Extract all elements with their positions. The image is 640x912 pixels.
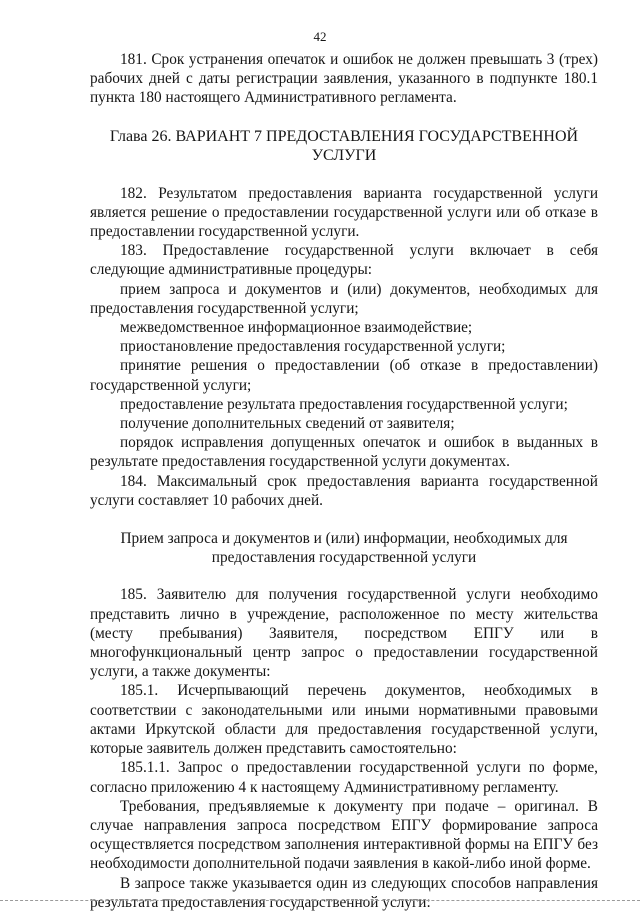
paragraph-185-1: 185.1. Исчерпывающий перечень документов, необходимых в соответствии с законодательными или иными нормативными правовыми актами Иркутской области для предоставления государственной услуги, которые заявитель должен представить самостоятельно:	[90, 682, 598, 758]
paragraph-result-delivery: В запросе также указывается один из следующих способов направления результата предоставления государственной услуги:	[90, 874, 598, 911]
paragraph-181: 181. Срок устранения опечаток и ошибок не должен превышать 3 (трех) рабочих дней с даты регистрации заявления, указанного в подпункте 180.1 пункта 180 настоящего Административного регламента.	[90, 51, 598, 107]
page-number: 42	[313, 29, 327, 44]
document-body	[90, 50, 598, 912]
paragraph-184: 184. Максимальный срок предоставления варианта государственной услуги составляет 10 рабочих дней.	[90, 472, 598, 509]
list-item: предоставление результата предоставления государственной услуги;	[120, 395, 568, 413]
chapter-heading	[90, 127, 598, 166]
scan-edge-line	[0, 900, 640, 901]
list-item: принятие решения о предоставлении (об отказе в предоставлении) государственной услуги;	[90, 357, 598, 394]
list-item: прием запроса и документов и (или) документов, необходимых для предоставления государственной услуги;	[90, 280, 598, 317]
chapter-heading-text: Глава 26. ВАРИАНТ 7 ПРЕДОСТАВЛЕНИЯ ГОСУДАРСТВЕННОЙ УСЛУГИ	[109, 127, 579, 165]
section-heading-text: Прием запроса и документов и (или) информации, необходимых для предоставления государственной услуги	[120, 530, 568, 567]
section-heading	[90, 529, 598, 567]
paragraph-183: 183. Предоставление государственной услуги включает в себя следующие административные процедуры:	[90, 242, 598, 279]
paragraph-185-1-1: 185.1.1. Запрос о предоставлении государственной услуги по форме, согласно приложению 4 к настоящему Административному регламенту.	[90, 759, 598, 796]
paragraph-185: 185. Заявителю для получения государственной услуги необходимо представить лично в учреждение, расположенное по месту жительства (месту пребывания) Заявителя, посредством ЕПГУ или в многофункциональный центр запрос о предоставлении государственной услуги, а также документы:	[90, 586, 598, 681]
paragraph-requirements: Требования, предъявляемые к документу при подаче – оригинал. В случае направления запроса посредством ЕПГУ формирование запроса осуществляется посредством заполнения интерактивной формы на ЕПГУ без необходимости дополнительной подачи заявления в какой-либо иной форме.	[90, 797, 598, 873]
list-item: порядок исправления допущенных опечаток и ошибок в выданных в результате предоставления государственной услуги документах.	[90, 434, 598, 471]
list-item: приостановление предоставления государственной услуги;	[120, 338, 506, 356]
list-item: межведомственное информационное взаимодействие;	[120, 319, 473, 337]
paragraph-182: 182. Результатом предоставления варианта государственной услуги является решение о предоставлении государственной услуги или об отказе в предоставлении государственной услуги.	[90, 184, 598, 241]
list-item: получение дополнительных сведений от заявителя;	[120, 415, 455, 433]
